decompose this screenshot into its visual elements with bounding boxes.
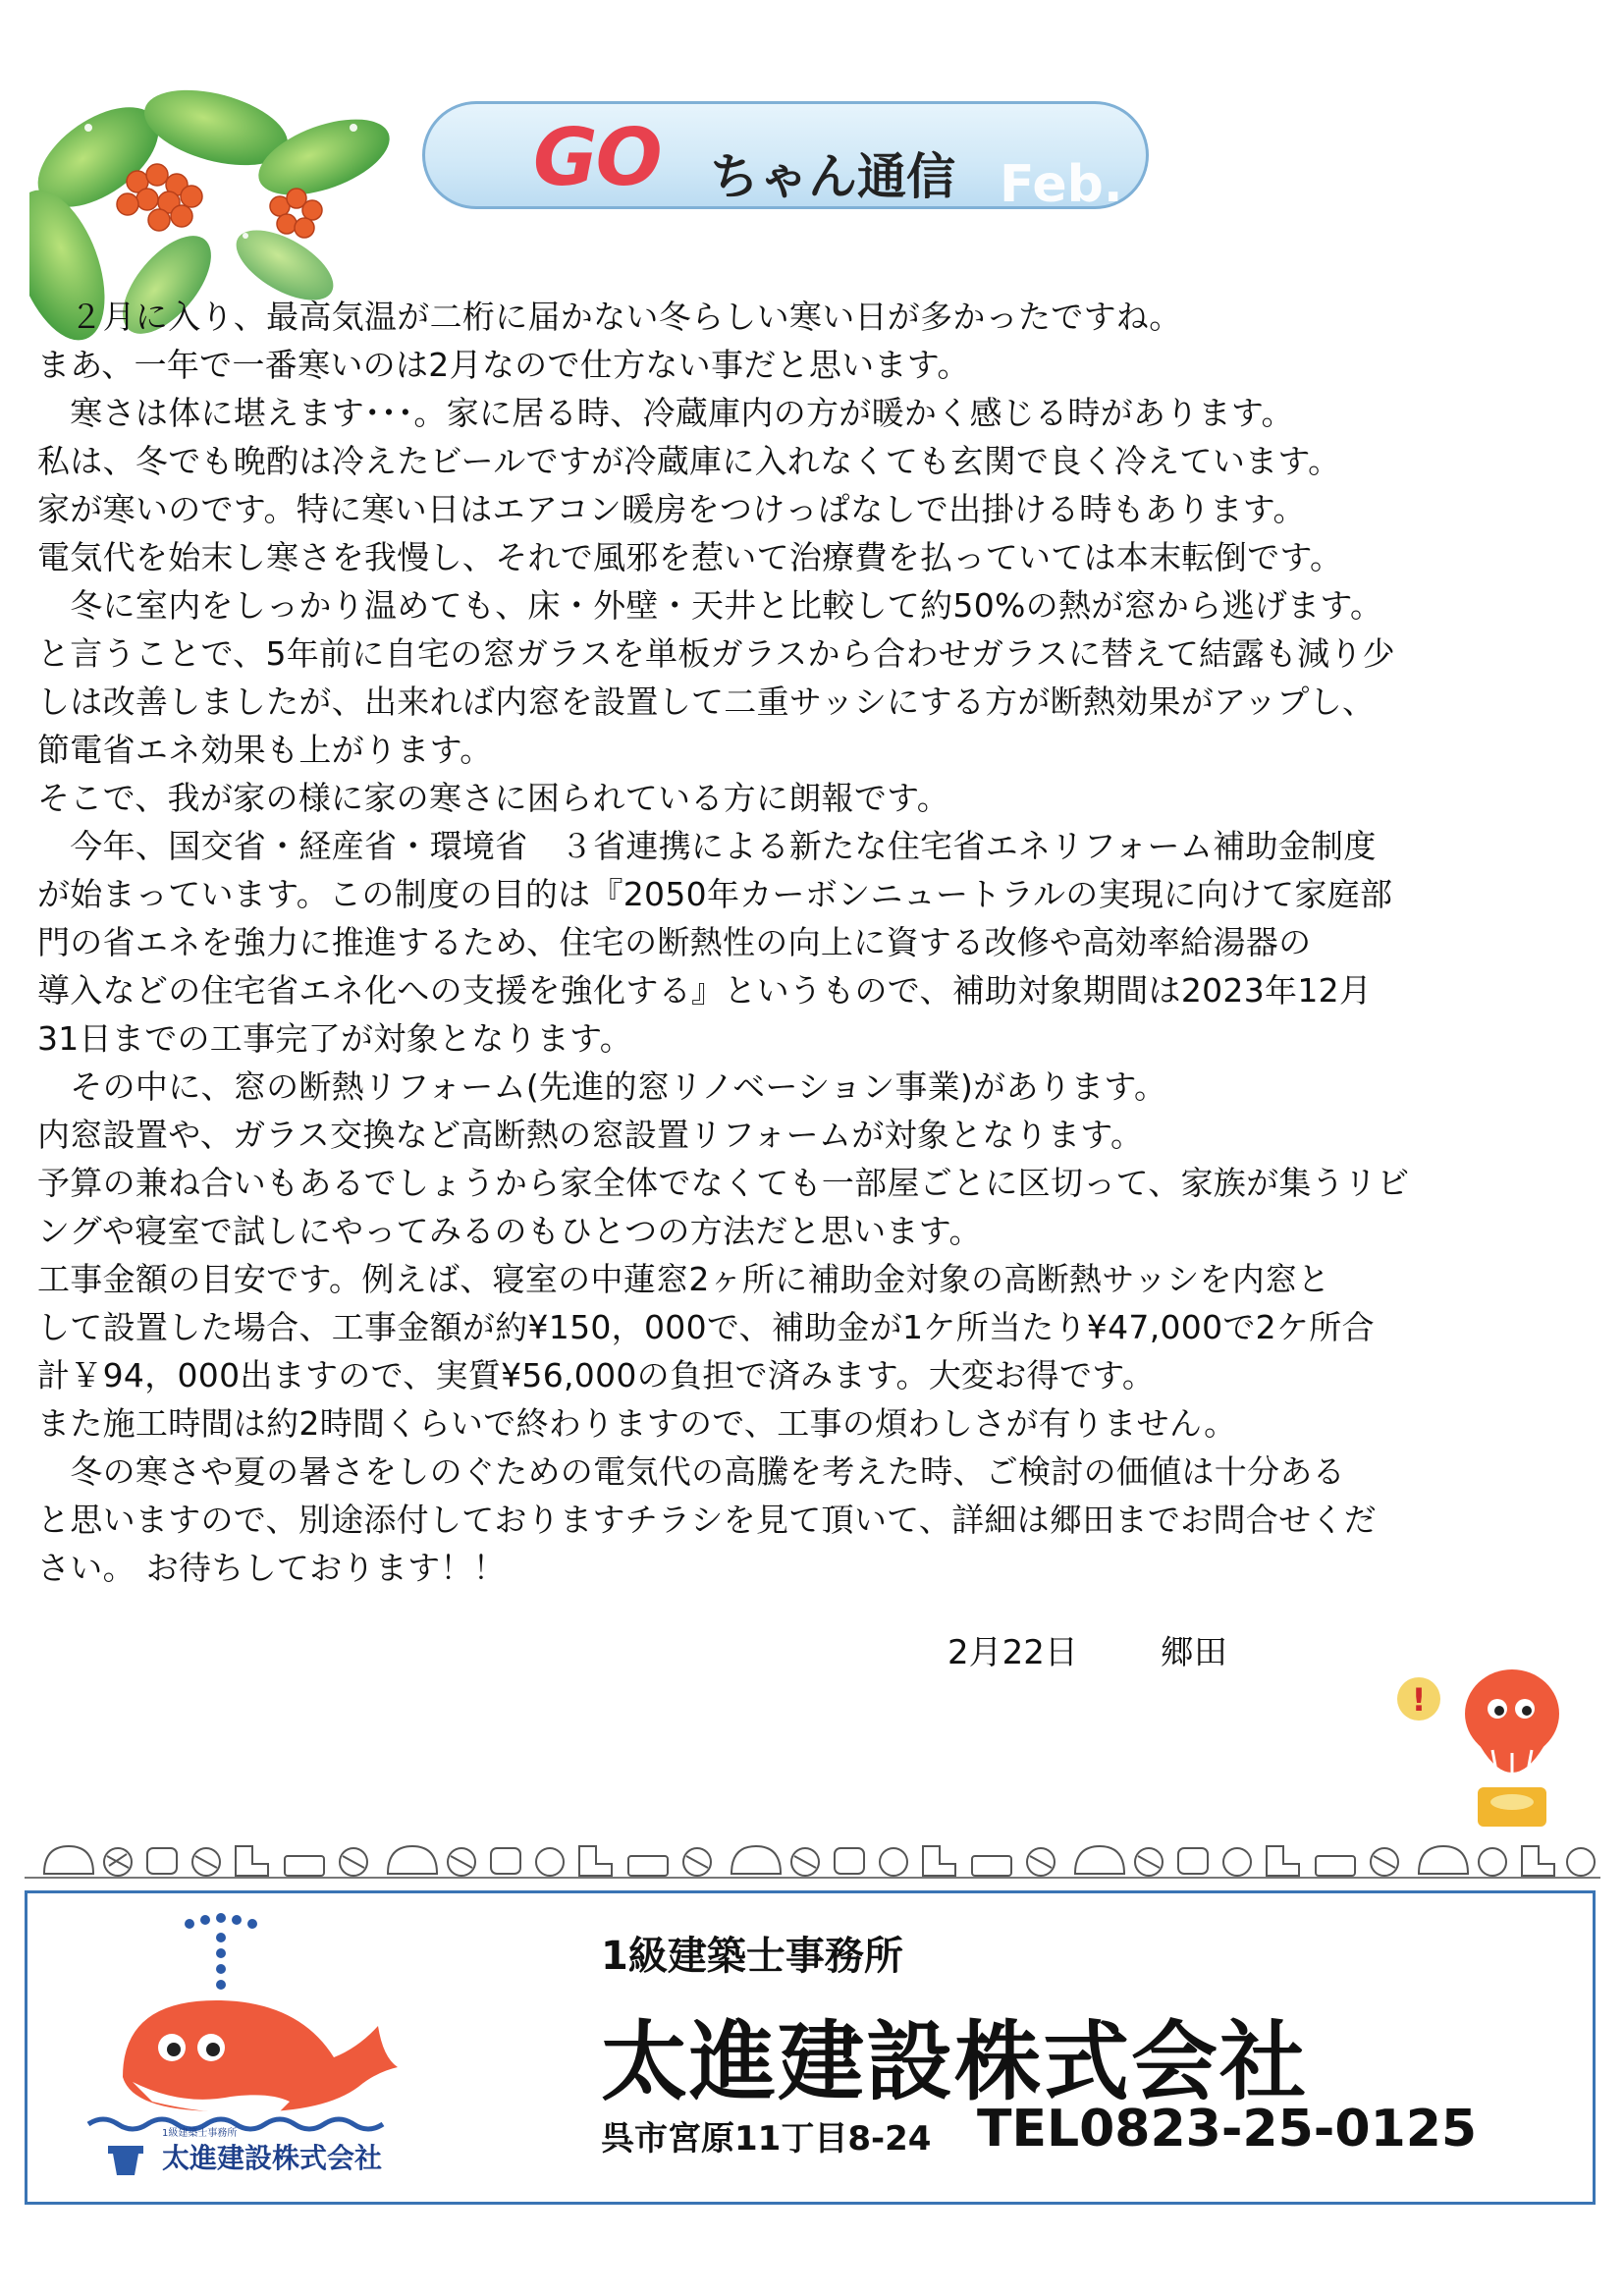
company-address: 呉市宮原11丁目8-24 xyxy=(601,2119,932,2159)
body-line: 31日までの工事完了が対象となります。 xyxy=(37,1019,633,1058)
body-line: と言うことで、5年前に自宅の窓ガラスを単板ガラスから合わせガラスに替えて結露も減り少 xyxy=(37,634,1395,673)
title-go: GO xyxy=(533,112,661,203)
body-line: 冬の寒さや夏の暑さをしのぐための電気代の高騰を考えた時、ご検討の価値は十分ある xyxy=(37,1452,1345,1491)
winter-decoration-border xyxy=(25,1827,1600,1886)
title-month: Feb. xyxy=(1000,155,1123,214)
signature xyxy=(947,1625,1227,1673)
body-line: 門の省エネを強力に推進するため、住宅の断熱性の向上に資する改修や高効率給湯器の xyxy=(37,923,1312,961)
body-line: さい。 お待ちしております！！ xyxy=(37,1549,506,1587)
body-line: 電気代を始末し寒さを我慢し、それで風邪を惹いて治療費を払っていては本末転倒です。 xyxy=(37,538,1343,576)
body-line: そこで、我が家の様に家の寒さに困られている方に朗報です。 xyxy=(37,779,950,817)
logo-company-name: 太進建設株式会社 xyxy=(162,2142,383,2174)
body-line: 冬に室内をしっかり温めても、床・外壁・天井と比較して約50%の熱が窓から逃げます。 xyxy=(37,586,1383,625)
body-line: 工事金額の目安です。例えば、寝室の中蓮窓2ヶ所に補助金対象の高断熱サッシを内窓と xyxy=(37,1260,1330,1298)
body-line: しは改善しましたが、出来れば内窓を設置して二重サッシにする方が断熱効果がアップし、 xyxy=(37,683,1376,721)
body-line: して設置した場合、工事金額が約¥150，000で、補助金が1ケ所当たり¥47,000で2ケ所合 xyxy=(37,1308,1375,1346)
body-line: ングや寝室で試しにやってみるのもひとつの方法だと思います。 xyxy=(37,1212,982,1250)
body-line: が始まっています。この制度の目的は『2050年カーボンニュートラルの実現に向けて家庭部 xyxy=(37,875,1393,913)
firm-type: 1級建築士事務所 xyxy=(601,1934,903,1979)
company-name: 太進建設株式会社 xyxy=(601,2011,1309,2112)
body-line: 今年、国交省・経産省・環境省 ３省連携による新たな住宅省エネリフォーム補助金制度 xyxy=(37,827,1377,865)
body-line: 節電省エネ効果も上がります。 xyxy=(37,731,493,769)
svg-text:!: ! xyxy=(1411,1681,1427,1719)
body-line: 寒さは体に堪えます･･･。家に居る時、冷蔵庫内の方が暖かく感じる時があります。 xyxy=(37,394,1294,432)
body-line: 私は、冬でも晩酌は冷えたビールですが冷蔵庫に入れなくても玄関で良く冷えています。 xyxy=(37,442,1341,480)
body-line: ２月に入り、最高気温が二桁に届かない冬らしい寒い日が多かったですね。 xyxy=(37,298,1182,336)
body-line: その中に、窓の断熱リフォーム(先進的窓リノベーション事業)があります。 xyxy=(37,1067,1167,1106)
body-line: 予算の兼ね合いもあるでしょうから家全体でなくても一部屋ごとに区切って、家族が集うリビ xyxy=(37,1164,1410,1202)
body-line: と思いますので、別途添付しておりますチラシを見て頂いて、詳細は郷田までお問合せくだ xyxy=(37,1501,1377,1539)
signature-name: 郷田 xyxy=(1160,1633,1227,1672)
logo-subtext: 1級建築士事務所 xyxy=(162,2128,238,2139)
newsletter-body xyxy=(37,293,1589,1592)
body-line: 家が寒いのです。特に寒い日はエアコン暖房をつけっぱなしで出掛ける時もあります。 xyxy=(37,490,1306,528)
body-line: また施工時間は約2時間くらいで終わりますので、工事の煩わしさが有りません。 xyxy=(37,1404,1237,1443)
body-line: まあ、一年で一番寒いのは2月なので仕方ない事だと思います。 xyxy=(37,346,970,384)
title-text: ちゃん通信 xyxy=(710,148,955,205)
body-line: 導入などの住宅省エネ化への支援を強化する』というもので、補助対象期間は2023年12月 xyxy=(37,971,1373,1010)
octopus-mascot-illustration xyxy=(1389,1660,1571,1836)
company-phone: TEL0823-25-0125 xyxy=(977,2100,1478,2159)
body-line: 内窓設置や、ガラス交換など高断熱の窓設置リフォームが対象となります。 xyxy=(37,1116,1144,1154)
signature-date: 2月22日 xyxy=(947,1633,1078,1672)
newsletter-title-banner xyxy=(422,101,1149,214)
body-line: 計￥94，000出ますので、実質¥56,000の負担で済みます。大変お得です。 xyxy=(37,1356,1156,1394)
